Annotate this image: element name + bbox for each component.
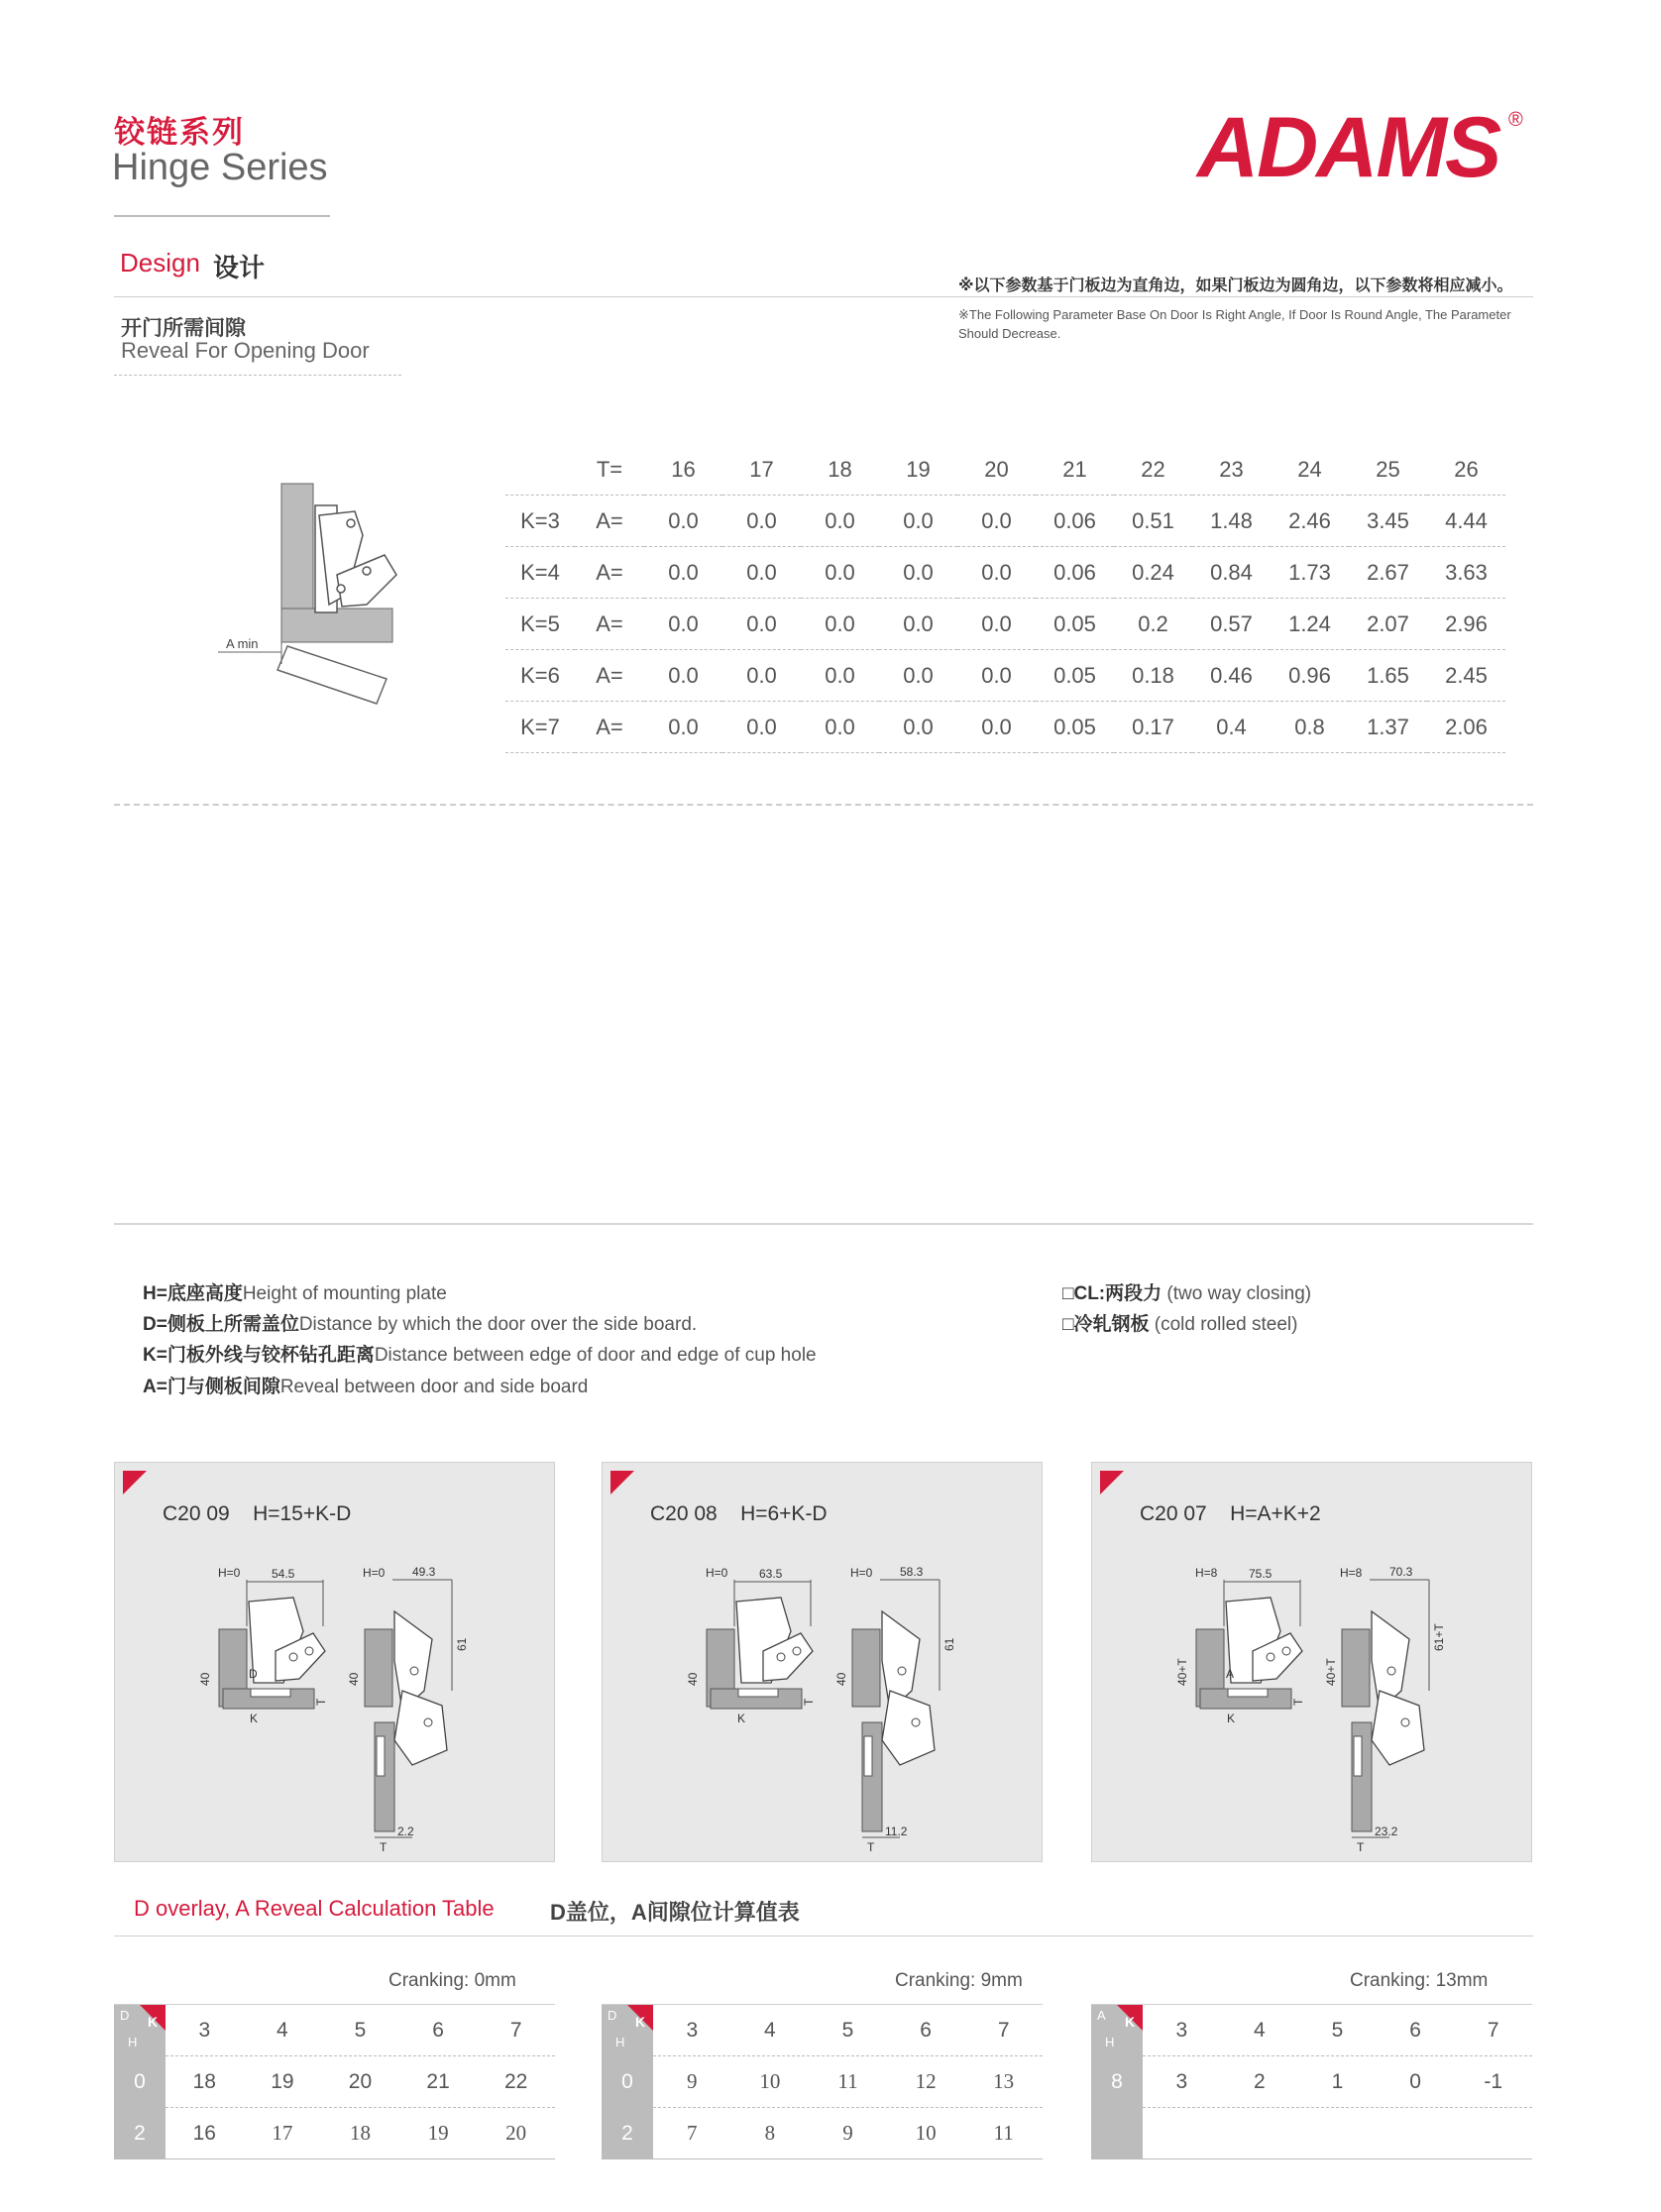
t-label-right: T	[1357, 1840, 1365, 1854]
corner-top: A	[1097, 2008, 1106, 2023]
a-value: 0.0	[644, 650, 722, 702]
a-value: 3.45	[1349, 496, 1427, 547]
pivot	[1282, 1647, 1290, 1655]
a-label: A=	[575, 547, 644, 599]
height-right-label: 61+T	[1432, 1623, 1446, 1651]
empty-row	[1143, 2108, 1532, 2159]
pivot	[289, 1653, 297, 1661]
h-right-label: H=8	[1340, 1566, 1363, 1580]
reveal-diagram	[218, 476, 416, 714]
pivot	[898, 1667, 906, 1675]
registered-mark: ®	[1508, 109, 1523, 131]
panel-model: C20 09	[163, 1502, 230, 1525]
design-divider	[114, 296, 1533, 297]
bottom-dim-label: 2.2	[397, 1825, 414, 1838]
h-left-label: H=0	[706, 1566, 728, 1580]
legend-cold-rolled-steel: □冷轧钢板 (cold rolled steel)	[1062, 1314, 1298, 1335]
dim-top-left: 54.5	[272, 1567, 295, 1581]
d-value: 21	[426, 2070, 450, 2093]
corner-bottom: H	[1105, 2035, 1115, 2049]
reveal-table	[505, 444, 1505, 753]
cup-plate	[864, 1736, 872, 1776]
panel-formula: H=A+K+2	[1230, 1502, 1321, 1525]
h-left-label: H=8	[1195, 1566, 1218, 1580]
design-label-en: Design	[120, 248, 200, 277]
a-value: 1.24	[1271, 599, 1349, 650]
a-value: 2.67	[1349, 547, 1427, 599]
height-left-label: 40	[198, 1672, 212, 1686]
series-title-cn: 铰链系列	[114, 115, 245, 150]
table-row	[1143, 2056, 1532, 2108]
k-label: K=3	[505, 496, 575, 547]
a-value: 0.0	[879, 650, 957, 702]
a-value: 0.0	[644, 496, 722, 547]
k-value: 5	[1331, 2019, 1344, 2042]
t-value: 16	[644, 444, 722, 496]
height-left2-label: 40	[834, 1672, 848, 1686]
a-value: 0.0	[644, 702, 722, 753]
a-value: 0.06	[1036, 496, 1114, 547]
a-value: 0.17	[1114, 702, 1192, 753]
hinge-panel-c2007	[1091, 1462, 1532, 1862]
reveal-heading-en: Reveal For Opening Door	[121, 338, 370, 363]
dim-top-right: 58.3	[900, 1565, 924, 1579]
k-value: 4	[277, 2019, 288, 2042]
a-value: 0.0	[879, 599, 957, 650]
k-value: 4	[1254, 2019, 1266, 2042]
height-right-label: 61	[942, 1637, 956, 1651]
side-board	[365, 1629, 392, 1707]
a-value: 0.0	[801, 496, 879, 547]
a-value: 0.0	[957, 496, 1036, 547]
a-label: A=	[575, 650, 644, 702]
t-value: 18	[801, 444, 879, 496]
hinge-panel-c2009	[114, 1462, 555, 1862]
corner-k: K	[635, 2014, 646, 2030]
h-value: 0	[114, 2056, 166, 2108]
t-value: 23	[1192, 444, 1271, 496]
pivot	[1267, 1653, 1274, 1661]
d-value: 0	[1409, 2070, 1421, 2093]
a-value: 0.51	[1114, 496, 1192, 547]
h-value: 8	[1091, 2056, 1143, 2108]
cranking-label-13: Cranking: 13mm	[1350, 1970, 1489, 1991]
t-value: 24	[1271, 444, 1349, 496]
k-label: K	[1227, 1712, 1236, 1725]
k-value: 6	[432, 2019, 444, 2042]
table-row	[653, 2056, 1043, 2108]
d-label: A	[1226, 1667, 1235, 1681]
a-value: 0.05	[1036, 599, 1114, 650]
d-value: 13	[993, 2069, 1015, 2093]
k-value: 3	[686, 2019, 699, 2042]
section-dashed-divider	[114, 804, 1533, 806]
pivot	[410, 1667, 418, 1675]
a-value: 0.0	[644, 599, 722, 650]
amin-label: A min	[226, 636, 259, 651]
a-value: 0.0	[957, 650, 1036, 702]
d-value: 9	[842, 2121, 853, 2145]
a-value: 0.0	[879, 496, 957, 547]
hinge-panel-c2008	[602, 1462, 1043, 1862]
hinge-drawing	[1092, 1463, 1533, 1863]
a-value: 1.73	[1271, 547, 1349, 599]
parameter-note-cn: ※以下参数基于门板边为直角边，如果门板边为圆角边，以下参数将相应减小。	[958, 277, 1513, 294]
d-value: 17	[272, 2121, 293, 2145]
panel-formula: H=6+K-D	[740, 1502, 828, 1525]
a-value: 1.48	[1192, 496, 1271, 547]
k-label: K=5	[505, 599, 575, 650]
reveal-row	[505, 547, 1505, 599]
k-label: K	[737, 1712, 746, 1725]
a-value: 1.65	[1349, 650, 1427, 702]
a-value: 0.05	[1036, 650, 1114, 702]
reveal-divider	[114, 375, 401, 376]
a-value: 0.0	[722, 496, 801, 547]
reveal-row	[505, 650, 1505, 702]
height-left2-label: 40	[347, 1672, 361, 1686]
d-value: 7	[687, 2121, 698, 2145]
a-value: 0.0	[801, 547, 879, 599]
a-value: 0.0	[801, 599, 879, 650]
a-value: 0.0	[801, 650, 879, 702]
cup-plate	[377, 1736, 385, 1776]
a-value: 0.4	[1192, 702, 1271, 753]
dim-top-left: 63.5	[759, 1567, 783, 1581]
t-value: 19	[879, 444, 957, 496]
d-value: 2	[1254, 2070, 1266, 2093]
d-value: 10	[759, 2069, 781, 2093]
corner-top: D	[120, 2008, 130, 2023]
k-value: 7	[1487, 2019, 1499, 2042]
d-value: 19	[427, 2121, 449, 2145]
a-value: 0.0	[801, 702, 879, 753]
pivot	[424, 1718, 432, 1726]
k-header-row	[1143, 2005, 1532, 2056]
series-title-en: Hinge Series	[112, 147, 328, 188]
table-row	[166, 2108, 555, 2159]
d-value: 20	[348, 2070, 373, 2093]
a-value: 0.0	[722, 650, 801, 702]
k-label: K=7	[505, 702, 575, 753]
k-value: 6	[1409, 2019, 1421, 2042]
t-label-left: T	[314, 1698, 328, 1706]
a-value: 2.07	[1349, 599, 1427, 650]
reveal-row	[505, 599, 1505, 650]
parameter-note-en: ※The Following Parameter Base On Door Is Right Angle, If Door Is Round Angle, The Parameter Should Decrease.	[958, 307, 1511, 341]
a-value: 0.0	[957, 547, 1036, 599]
d-value: 16	[192, 2122, 216, 2145]
legend-k: K=门板外线与铰杯钻孔距离Distance between edge of door and edge of cup hole	[143, 1345, 817, 1366]
reveal-heading-cn: 开门所需间隙	[121, 317, 246, 340]
k-header-row	[166, 2005, 555, 2056]
a-value: 0.05	[1036, 702, 1114, 753]
d-value: 11	[837, 2069, 858, 2093]
t-label-left: T	[1291, 1698, 1305, 1706]
hinge-drawing	[603, 1463, 1044, 1863]
t-label-right: T	[867, 1840, 875, 1854]
pivot	[793, 1647, 801, 1655]
a-label: A=	[575, 702, 644, 753]
a-value: 0.0	[957, 702, 1036, 753]
d-label: D	[249, 1667, 258, 1681]
panel-model: C20 08	[650, 1502, 718, 1525]
bottom-dim-label: 23.2	[1375, 1825, 1398, 1838]
a-value: 0.18	[1114, 650, 1192, 702]
t-label: T=	[575, 444, 644, 496]
hinge-drawing	[115, 1463, 556, 1863]
t-value: 26	[1427, 444, 1505, 496]
h-right-label: H=0	[363, 1566, 386, 1580]
pivot	[1401, 1718, 1409, 1726]
a-value: 2.46	[1271, 496, 1349, 547]
pivot	[912, 1718, 920, 1726]
k-value: 5	[354, 2019, 367, 2042]
d-value: 3	[1175, 2070, 1188, 2093]
corner-header	[602, 2005, 653, 2056]
a-value: 0.46	[1192, 650, 1271, 702]
height-left-label: 40+T	[1175, 1658, 1189, 1686]
table-bottom-rule	[1091, 2158, 1532, 2159]
a-label: A=	[575, 496, 644, 547]
corner-top: D	[608, 2008, 617, 2023]
table-row	[166, 2056, 555, 2108]
a-value: 0.84	[1192, 547, 1271, 599]
reveal-row	[505, 702, 1505, 753]
corner-k: K	[148, 2014, 159, 2030]
k-value: 5	[841, 2019, 854, 2042]
calc-title-cn: D盖位，A间隙位计算值表	[550, 1900, 800, 1925]
pivot	[305, 1647, 313, 1655]
a-value: 0.0	[722, 599, 801, 650]
hinge-link	[1372, 1691, 1424, 1765]
a-label: A=	[575, 599, 644, 650]
t-value: 22	[1114, 444, 1192, 496]
d-value: 1	[1331, 2070, 1344, 2093]
bottom-dim-label: 11.2	[885, 1825, 908, 1838]
title-divider	[114, 215, 330, 217]
d-value: 20	[505, 2121, 527, 2145]
d-value: 10	[915, 2121, 937, 2145]
cup-plate	[738, 1689, 778, 1697]
k-value: 3	[1175, 2019, 1188, 2042]
side-board	[852, 1629, 880, 1707]
k-value: 6	[920, 2019, 932, 2042]
t-value: 17	[722, 444, 801, 496]
a-value: 0.24	[1114, 547, 1192, 599]
a-value: 4.44	[1427, 496, 1505, 547]
h-left-label: H=0	[218, 1566, 241, 1580]
h-value: 2	[114, 2108, 166, 2159]
k-header-row	[653, 2005, 1043, 2056]
k-value: 7	[997, 2019, 1010, 2042]
a-value: 0.8	[1271, 702, 1349, 753]
a-value: 0.0	[644, 547, 722, 599]
k-label: K=6	[505, 650, 575, 702]
a-value: 0.06	[1036, 547, 1114, 599]
a-value: 0.0	[722, 547, 801, 599]
a-value: 2.45	[1427, 650, 1505, 702]
corner-bottom: H	[615, 2035, 625, 2049]
section-divider	[114, 1223, 1533, 1225]
cup-plate	[251, 1689, 290, 1697]
table-bottom-rule	[114, 2158, 555, 2159]
hinge-link	[394, 1691, 447, 1765]
dim-top-left: 75.5	[1249, 1567, 1273, 1581]
a-value: 3.63	[1427, 547, 1505, 599]
a-value: 0.96	[1271, 650, 1349, 702]
pivot	[1387, 1667, 1395, 1675]
t-value: 25	[1349, 444, 1427, 496]
d-value: -1	[1484, 2070, 1503, 2093]
d-value: 18	[192, 2070, 216, 2093]
k-value: 7	[509, 2019, 522, 2042]
h-value: 0	[602, 2056, 653, 2108]
t-label-left: T	[802, 1698, 816, 1706]
corner-header	[1091, 2005, 1143, 2056]
k-value: 4	[764, 2019, 776, 2042]
a-value: 0.57	[1192, 599, 1271, 650]
k-label: K	[250, 1712, 259, 1725]
a-value: 0.2	[1114, 599, 1192, 650]
hinge-link	[882, 1691, 935, 1765]
legend-two-way-closing: □CL:两段力 (two way closing)	[1062, 1283, 1312, 1304]
d-value: 9	[687, 2069, 698, 2093]
corner-k: K	[1125, 2014, 1136, 2030]
h-right-label: H=0	[850, 1566, 873, 1580]
a-value: 2.06	[1427, 702, 1505, 753]
cup-plate	[1354, 1736, 1362, 1776]
calc-title-en: D overlay, A Reveal Calculation Table	[134, 1896, 495, 1921]
legend-h: H=底座高度Height of mounting plate	[143, 1283, 447, 1304]
a-value: 0.0	[957, 599, 1036, 650]
cranking-label-9: Cranking: 9mm	[895, 1970, 1023, 1991]
table-bottom-rule	[602, 2158, 1043, 2159]
corner-bottom: H	[128, 2035, 138, 2049]
dim-top-right: 70.3	[1389, 1565, 1413, 1579]
side-board	[1342, 1629, 1370, 1707]
t-value: 20	[957, 444, 1036, 496]
legend-a: A=门与侧板间隙Reveal between door and side board	[143, 1377, 589, 1397]
panel-model: C20 07	[1140, 1502, 1207, 1525]
legend-d: D=侧板上所需盖位Distance by which the door over the side board.	[143, 1314, 698, 1335]
reveal-row	[505, 496, 1505, 547]
reveal-header-row	[505, 444, 1505, 496]
height-left2-label: 40+T	[1324, 1658, 1338, 1686]
k-value: 3	[198, 2019, 211, 2042]
table-row	[653, 2108, 1043, 2159]
panel-formula: H=15+K-D	[253, 1502, 352, 1525]
height-right-label: 61	[455, 1637, 469, 1651]
k-label: K=4	[505, 547, 575, 599]
dim-top-right: 49.3	[412, 1565, 436, 1579]
a-value: 2.96	[1427, 599, 1505, 650]
d-value: 12	[915, 2069, 937, 2093]
a-value: 1.37	[1349, 702, 1427, 753]
empty-cell	[505, 444, 575, 496]
d-value: 19	[271, 2070, 294, 2093]
d-value: 11	[993, 2121, 1014, 2145]
pivot	[777, 1653, 785, 1661]
height-left-label: 40	[686, 1672, 700, 1686]
design-label-cn: 设计	[213, 253, 266, 282]
cup-plate	[1228, 1689, 1268, 1697]
a-value: 0.0	[722, 702, 801, 753]
d-value: 18	[349, 2121, 371, 2145]
d-value: 8	[764, 2121, 776, 2145]
h-value: 2	[602, 2108, 653, 2159]
a-value: 0.0	[879, 702, 957, 753]
t-value: 21	[1036, 444, 1114, 496]
a-value: 0.0	[879, 547, 957, 599]
empty-side-cell	[1091, 2108, 1143, 2159]
t-label-right: T	[380, 1840, 388, 1854]
corner-header	[114, 2005, 166, 2056]
brand-logo: ADAMS	[1197, 100, 1500, 195]
cranking-label-0: Cranking: 0mm	[388, 1970, 516, 1991]
d-value: 22	[503, 2070, 528, 2093]
